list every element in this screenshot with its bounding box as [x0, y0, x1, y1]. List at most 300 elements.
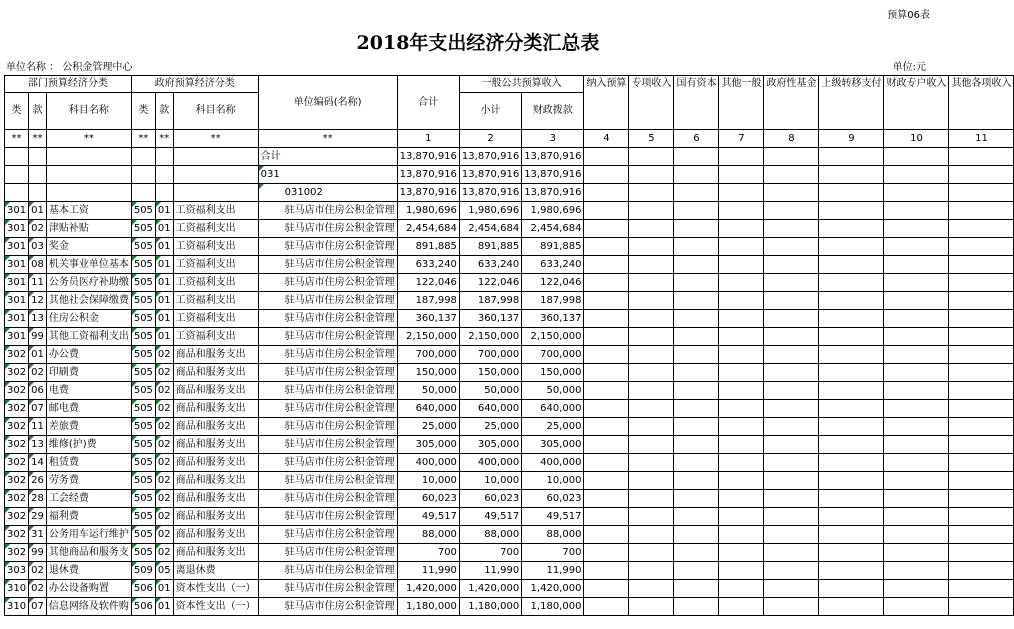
empty-cell[interactable]	[155, 184, 173, 202]
subtotal-value[interactable]: 50,000	[459, 382, 521, 400]
empty-cell[interactable]	[584, 346, 629, 364]
summary-total[interactable]: 13,870,916	[397, 148, 459, 166]
class-code[interactable]: 301	[5, 220, 29, 238]
empty-cell[interactable]	[764, 220, 819, 238]
empty-cell[interactable]	[629, 580, 674, 598]
subtotal-value[interactable]: 122,046	[459, 274, 521, 292]
empty-cell[interactable]	[819, 400, 884, 418]
empty-cell[interactable]	[884, 184, 949, 202]
gov-subject-name[interactable]: 工资福利支出	[173, 202, 258, 220]
empty-cell[interactable]	[173, 184, 258, 202]
class-code[interactable]: 301	[5, 292, 29, 310]
item-code[interactable]: 29	[29, 508, 47, 526]
empty-cell[interactable]	[584, 508, 629, 526]
empty-cell[interactable]	[674, 418, 719, 436]
subtotal-value[interactable]: 700,000	[459, 346, 521, 364]
empty-cell[interactable]	[884, 346, 949, 364]
empty-cell[interactable]	[884, 598, 949, 616]
gov-subject-name[interactable]: 商品和服务支出	[173, 346, 258, 364]
fiscal-value[interactable]: 1,980,696	[522, 202, 584, 220]
subject-name[interactable]: 奖金	[46, 238, 131, 256]
class-code[interactable]: 302	[5, 472, 29, 490]
subject-name[interactable]: 差旅费	[46, 418, 131, 436]
fiscal-value[interactable]: 1,180,000	[522, 598, 584, 616]
gov-subject-name[interactable]: 商品和服务支出	[173, 436, 258, 454]
gov-subject-name[interactable]: 商品和服务支出	[173, 418, 258, 436]
class-code[interactable]: 302	[5, 382, 29, 400]
empty-cell[interactable]	[719, 166, 764, 184]
total-value[interactable]: 640,000	[397, 400, 459, 418]
summary-fiscal[interactable]: 13,870,916	[522, 148, 584, 166]
gov-item-code[interactable]: 02	[155, 490, 173, 508]
gov-class-code[interactable]: 505	[131, 274, 155, 292]
empty-cell[interactable]	[584, 292, 629, 310]
empty-cell[interactable]	[584, 328, 629, 346]
empty-cell[interactable]	[949, 292, 1014, 310]
empty-cell[interactable]	[764, 274, 819, 292]
summary-subtotal[interactable]: 13,870,916	[459, 166, 521, 184]
empty-cell[interactable]	[949, 238, 1014, 256]
subject-name[interactable]: 邮电费	[46, 400, 131, 418]
total-value[interactable]: 700	[397, 544, 459, 562]
empty-cell[interactable]	[764, 166, 819, 184]
gov-item-code[interactable]: 01	[155, 598, 173, 616]
fiscal-value[interactable]: 187,998	[522, 292, 584, 310]
subtotal-value[interactable]: 2,150,000	[459, 328, 521, 346]
empty-cell[interactable]	[629, 454, 674, 472]
empty-cell[interactable]	[819, 166, 884, 184]
fiscal-value[interactable]: 49,517	[522, 508, 584, 526]
empty-cell[interactable]	[629, 598, 674, 616]
empty-cell[interactable]	[884, 220, 949, 238]
class-code[interactable]: 301	[5, 274, 29, 292]
gov-subject-name[interactable]: 工资福利支出	[173, 256, 258, 274]
empty-cell[interactable]	[819, 436, 884, 454]
subtotal-value[interactable]: 891,885	[459, 238, 521, 256]
empty-cell[interactable]	[719, 274, 764, 292]
total-value[interactable]: 10,000	[397, 472, 459, 490]
subject-name[interactable]: 公务用车运行维护	[46, 526, 131, 544]
gov-item-code[interactable]: 02	[155, 346, 173, 364]
empty-cell[interactable]	[719, 580, 764, 598]
empty-cell[interactable]	[29, 166, 47, 184]
empty-cell[interactable]	[674, 238, 719, 256]
empty-cell[interactable]	[629, 292, 674, 310]
empty-cell[interactable]	[949, 202, 1014, 220]
empty-cell[interactable]	[819, 454, 884, 472]
empty-cell[interactable]	[674, 508, 719, 526]
empty-cell[interactable]	[674, 148, 719, 166]
empty-cell[interactable]	[819, 292, 884, 310]
empty-cell[interactable]	[719, 148, 764, 166]
subtotal-value[interactable]: 640,000	[459, 400, 521, 418]
empty-cell[interactable]	[674, 310, 719, 328]
empty-cell[interactable]	[884, 544, 949, 562]
fiscal-value[interactable]: 10,000	[522, 472, 584, 490]
gov-subject-name[interactable]: 工资福利支出	[173, 238, 258, 256]
total-value[interactable]: 1,420,000	[397, 580, 459, 598]
empty-cell[interactable]	[629, 220, 674, 238]
subject-name[interactable]: 信息网络及软件购	[46, 598, 131, 616]
class-code[interactable]: 302	[5, 526, 29, 544]
empty-cell[interactable]	[629, 436, 674, 454]
empty-cell[interactable]	[819, 580, 884, 598]
empty-cell[interactable]	[949, 598, 1014, 616]
empty-cell[interactable]	[884, 166, 949, 184]
gov-subject-name[interactable]: 工资福利支出	[173, 310, 258, 328]
gov-class-code[interactable]: 505	[131, 400, 155, 418]
gov-subject-name[interactable]: 资本性支出（一）	[173, 580, 258, 598]
item-code[interactable]: 07	[29, 598, 47, 616]
empty-cell[interactable]	[674, 598, 719, 616]
empty-cell[interactable]	[819, 508, 884, 526]
summary-fiscal[interactable]: 13,870,916	[522, 184, 584, 202]
empty-cell[interactable]	[584, 418, 629, 436]
empty-cell[interactable]	[629, 238, 674, 256]
empty-cell[interactable]	[819, 382, 884, 400]
empty-cell[interactable]	[819, 184, 884, 202]
total-value[interactable]: 88,000	[397, 526, 459, 544]
summary-subtotal[interactable]: 13,870,916	[459, 184, 521, 202]
empty-cell[interactable]	[884, 292, 949, 310]
total-value[interactable]: 25,000	[397, 418, 459, 436]
empty-cell[interactable]	[674, 220, 719, 238]
subtotal-value[interactable]: 187,998	[459, 292, 521, 310]
subject-name[interactable]: 津贴补贴	[46, 220, 131, 238]
fiscal-value[interactable]: 1,420,000	[522, 580, 584, 598]
empty-cell[interactable]	[884, 364, 949, 382]
empty-cell[interactable]	[629, 508, 674, 526]
gov-class-code[interactable]: 505	[131, 454, 155, 472]
empty-cell[interactable]	[719, 418, 764, 436]
fiscal-value[interactable]: 25,000	[522, 418, 584, 436]
subtotal-value[interactable]: 1,980,696	[459, 202, 521, 220]
item-code[interactable]: 13	[29, 436, 47, 454]
empty-cell[interactable]	[584, 310, 629, 328]
empty-cell[interactable]	[884, 436, 949, 454]
unit-name[interactable]: 驻马店市住房公积金管理	[258, 526, 397, 544]
empty-cell[interactable]	[629, 562, 674, 580]
empty-cell[interactable]	[949, 148, 1014, 166]
class-code[interactable]: 302	[5, 418, 29, 436]
class-code[interactable]: 310	[5, 598, 29, 616]
gov-class-code[interactable]: 506	[131, 598, 155, 616]
gov-subject-name[interactable]: 工资福利支出	[173, 292, 258, 310]
empty-cell[interactable]	[629, 526, 674, 544]
gov-subject-name[interactable]: 工资福利支出	[173, 220, 258, 238]
gov-item-code[interactable]: 02	[155, 364, 173, 382]
class-code[interactable]: 302	[5, 508, 29, 526]
empty-cell[interactable]	[674, 454, 719, 472]
empty-cell[interactable]	[764, 454, 819, 472]
empty-cell[interactable]	[719, 202, 764, 220]
empty-cell[interactable]	[884, 508, 949, 526]
empty-cell[interactable]	[949, 220, 1014, 238]
unit-name[interactable]: 驻马店市住房公积金管理	[258, 580, 397, 598]
empty-cell[interactable]	[819, 490, 884, 508]
subject-name[interactable]: 基本工资	[46, 202, 131, 220]
empty-cell[interactable]	[949, 490, 1014, 508]
class-code[interactable]: 302	[5, 544, 29, 562]
subject-name[interactable]: 其他商品和服务支	[46, 544, 131, 562]
unit-name[interactable]: 驻马店市住房公积金管理	[258, 310, 397, 328]
empty-cell[interactable]	[884, 148, 949, 166]
empty-cell[interactable]	[764, 346, 819, 364]
subtotal-value[interactable]: 360,137	[459, 310, 521, 328]
fiscal-value[interactable]: 122,046	[522, 274, 584, 292]
item-code[interactable]: 02	[29, 220, 47, 238]
gov-class-code[interactable]: 505	[131, 202, 155, 220]
empty-cell[interactable]	[884, 310, 949, 328]
fiscal-value[interactable]: 60,023	[522, 490, 584, 508]
empty-cell[interactable]	[949, 418, 1014, 436]
class-code[interactable]: 301	[5, 310, 29, 328]
subject-name[interactable]: 租赁费	[46, 454, 131, 472]
gov-class-code[interactable]: 505	[131, 508, 155, 526]
empty-cell[interactable]	[884, 418, 949, 436]
gov-class-code[interactable]: 505	[131, 310, 155, 328]
empty-cell[interactable]	[584, 544, 629, 562]
gov-item-code[interactable]: 02	[155, 382, 173, 400]
empty-cell[interactable]	[884, 328, 949, 346]
total-value[interactable]: 2,454,684	[397, 220, 459, 238]
total-value[interactable]: 187,998	[397, 292, 459, 310]
class-code[interactable]: 301	[5, 202, 29, 220]
empty-cell[interactable]	[949, 526, 1014, 544]
empty-cell[interactable]	[674, 292, 719, 310]
empty-cell[interactable]	[764, 238, 819, 256]
subtotal-value[interactable]: 700	[459, 544, 521, 562]
unit-name[interactable]: 驻马店市住房公积金管理	[258, 202, 397, 220]
empty-cell[interactable]	[629, 418, 674, 436]
empty-cell[interactable]	[819, 256, 884, 274]
empty-cell[interactable]	[764, 364, 819, 382]
gov-class-code[interactable]: 505	[131, 490, 155, 508]
total-value[interactable]: 305,000	[397, 436, 459, 454]
empty-cell[interactable]	[819, 274, 884, 292]
empty-cell[interactable]	[584, 256, 629, 274]
subtotal-value[interactable]: 25,000	[459, 418, 521, 436]
empty-cell[interactable]	[719, 220, 764, 238]
unit-name[interactable]: 驻马店市住房公积金管理	[258, 508, 397, 526]
total-value[interactable]: 400,000	[397, 454, 459, 472]
empty-cell[interactable]	[764, 472, 819, 490]
fiscal-value[interactable]: 88,000	[522, 526, 584, 544]
gov-class-code[interactable]: 505	[131, 364, 155, 382]
empty-cell[interactable]	[5, 148, 29, 166]
empty-cell[interactable]	[629, 310, 674, 328]
empty-cell[interactable]	[719, 544, 764, 562]
empty-cell[interactable]	[764, 490, 819, 508]
empty-cell[interactable]	[764, 202, 819, 220]
empty-cell[interactable]	[819, 364, 884, 382]
subtotal-value[interactable]: 150,000	[459, 364, 521, 382]
empty-cell[interactable]	[584, 580, 629, 598]
subject-name[interactable]: 福利费	[46, 508, 131, 526]
gov-class-code[interactable]: 505	[131, 544, 155, 562]
empty-cell[interactable]	[584, 364, 629, 382]
gov-class-code[interactable]: 506	[131, 580, 155, 598]
empty-cell[interactable]	[884, 256, 949, 274]
empty-cell[interactable]	[884, 454, 949, 472]
empty-cell[interactable]	[764, 184, 819, 202]
class-code[interactable]: 301	[5, 256, 29, 274]
empty-cell[interactable]	[5, 166, 29, 184]
empty-cell[interactable]	[819, 544, 884, 562]
empty-cell[interactable]	[819, 220, 884, 238]
empty-cell[interactable]	[949, 544, 1014, 562]
empty-cell[interactable]	[584, 472, 629, 490]
empty-cell[interactable]	[719, 436, 764, 454]
empty-cell[interactable]	[674, 436, 719, 454]
total-value[interactable]: 11,990	[397, 562, 459, 580]
unit-name[interactable]: 驻马店市住房公积金管理	[258, 400, 397, 418]
empty-cell[interactable]	[819, 526, 884, 544]
empty-cell[interactable]	[584, 274, 629, 292]
unit-name[interactable]: 驻马店市住房公积金管理	[258, 292, 397, 310]
empty-cell[interactable]	[629, 328, 674, 346]
gov-item-code[interactable]: 02	[155, 526, 173, 544]
subject-name[interactable]: 其他工资福利支出	[46, 328, 131, 346]
item-code[interactable]: 11	[29, 418, 47, 436]
empty-cell[interactable]	[629, 400, 674, 418]
empty-cell[interactable]	[584, 598, 629, 616]
empty-cell[interactable]	[949, 166, 1014, 184]
gov-item-code[interactable]: 01	[155, 310, 173, 328]
class-code[interactable]: 302	[5, 436, 29, 454]
empty-cell[interactable]	[629, 148, 674, 166]
empty-cell[interactable]	[884, 472, 949, 490]
item-code[interactable]: 31	[29, 526, 47, 544]
empty-cell[interactable]	[584, 238, 629, 256]
empty-cell[interactable]	[584, 454, 629, 472]
class-code[interactable]: 302	[5, 346, 29, 364]
unit-name[interactable]: 驻马店市住房公积金管理	[258, 598, 397, 616]
gov-item-code[interactable]: 02	[155, 472, 173, 490]
empty-cell[interactable]	[949, 274, 1014, 292]
summary-label[interactable]: 031002	[258, 184, 397, 202]
summary-subtotal[interactable]: 13,870,916	[459, 148, 521, 166]
fiscal-value[interactable]: 11,990	[522, 562, 584, 580]
empty-cell[interactable]	[584, 220, 629, 238]
gov-item-code[interactable]: 01	[155, 292, 173, 310]
gov-subject-name[interactable]: 商品和服务支出	[173, 526, 258, 544]
empty-cell[interactable]	[674, 346, 719, 364]
class-code[interactable]: 302	[5, 400, 29, 418]
total-value[interactable]: 700,000	[397, 346, 459, 364]
class-code[interactable]: 302	[5, 490, 29, 508]
unit-name[interactable]: 驻马店市住房公积金管理	[258, 544, 397, 562]
item-code[interactable]: 02	[29, 580, 47, 598]
empty-cell[interactable]	[629, 184, 674, 202]
empty-cell[interactable]	[719, 508, 764, 526]
gov-subject-name[interactable]: 商品和服务支出	[173, 544, 258, 562]
empty-cell[interactable]	[819, 418, 884, 436]
fiscal-value[interactable]: 400,000	[522, 454, 584, 472]
empty-cell[interactable]	[719, 490, 764, 508]
empty-cell[interactable]	[764, 148, 819, 166]
empty-cell[interactable]	[884, 238, 949, 256]
empty-cell[interactable]	[719, 364, 764, 382]
unit-name[interactable]: 驻马店市住房公积金管理	[258, 256, 397, 274]
subtotal-value[interactable]: 633,240	[459, 256, 521, 274]
empty-cell[interactable]	[584, 562, 629, 580]
empty-cell[interactable]	[949, 184, 1014, 202]
empty-cell[interactable]	[719, 400, 764, 418]
empty-cell[interactable]	[674, 274, 719, 292]
gov-item-code[interactable]: 01	[155, 580, 173, 598]
empty-cell[interactable]	[584, 526, 629, 544]
empty-cell[interactable]	[949, 364, 1014, 382]
empty-cell[interactable]	[949, 436, 1014, 454]
empty-cell[interactable]	[884, 562, 949, 580]
subject-name[interactable]: 维修(护)费	[46, 436, 131, 454]
gov-item-code[interactable]: 02	[155, 508, 173, 526]
subject-name[interactable]: 工会经费	[46, 490, 131, 508]
empty-cell[interactable]	[819, 310, 884, 328]
summary-fiscal[interactable]: 13,870,916	[522, 166, 584, 184]
fiscal-value[interactable]: 633,240	[522, 256, 584, 274]
unit-name[interactable]: 驻马店市住房公积金管理	[258, 346, 397, 364]
empty-cell[interactable]	[719, 310, 764, 328]
empty-cell[interactable]	[674, 490, 719, 508]
item-code[interactable]: 12	[29, 292, 47, 310]
total-value[interactable]: 50,000	[397, 382, 459, 400]
empty-cell[interactable]	[674, 544, 719, 562]
gov-subject-name[interactable]: 商品和服务支出	[173, 364, 258, 382]
empty-cell[interactable]	[46, 166, 131, 184]
gov-subject-name[interactable]: 商品和服务支出	[173, 508, 258, 526]
empty-cell[interactable]	[584, 382, 629, 400]
fiscal-value[interactable]: 360,137	[522, 310, 584, 328]
empty-cell[interactable]	[884, 274, 949, 292]
fiscal-value[interactable]: 305,000	[522, 436, 584, 454]
empty-cell[interactable]	[674, 184, 719, 202]
empty-cell[interactable]	[46, 148, 131, 166]
empty-cell[interactable]	[46, 184, 131, 202]
class-code[interactable]: 303	[5, 562, 29, 580]
empty-cell[interactable]	[584, 490, 629, 508]
empty-cell[interactable]	[764, 526, 819, 544]
empty-cell[interactable]	[764, 436, 819, 454]
gov-class-code[interactable]: 505	[131, 382, 155, 400]
item-code[interactable]: 02	[29, 562, 47, 580]
gov-class-code[interactable]: 505	[131, 418, 155, 436]
empty-cell[interactable]	[819, 238, 884, 256]
empty-cell[interactable]	[629, 346, 674, 364]
gov-subject-name[interactable]: 商品和服务支出	[173, 454, 258, 472]
empty-cell[interactable]	[819, 328, 884, 346]
gov-class-code[interactable]: 505	[131, 328, 155, 346]
fiscal-value[interactable]: 2,150,000	[522, 328, 584, 346]
empty-cell[interactable]	[173, 166, 258, 184]
empty-cell[interactable]	[629, 472, 674, 490]
empty-cell[interactable]	[764, 328, 819, 346]
empty-cell[interactable]	[584, 166, 629, 184]
summary-total[interactable]: 13,870,916	[397, 184, 459, 202]
unit-name[interactable]: 驻马店市住房公积金管理	[258, 418, 397, 436]
item-code[interactable]: 99	[29, 328, 47, 346]
empty-cell[interactable]	[719, 382, 764, 400]
fiscal-value[interactable]: 150,000	[522, 364, 584, 382]
gov-class-code[interactable]: 505	[131, 292, 155, 310]
gov-subject-name[interactable]: 商品和服务支出	[173, 382, 258, 400]
total-value[interactable]: 122,046	[397, 274, 459, 292]
empty-cell[interactable]	[719, 526, 764, 544]
empty-cell[interactable]	[719, 472, 764, 490]
gov-item-code[interactable]: 02	[155, 418, 173, 436]
empty-cell[interactable]	[884, 490, 949, 508]
